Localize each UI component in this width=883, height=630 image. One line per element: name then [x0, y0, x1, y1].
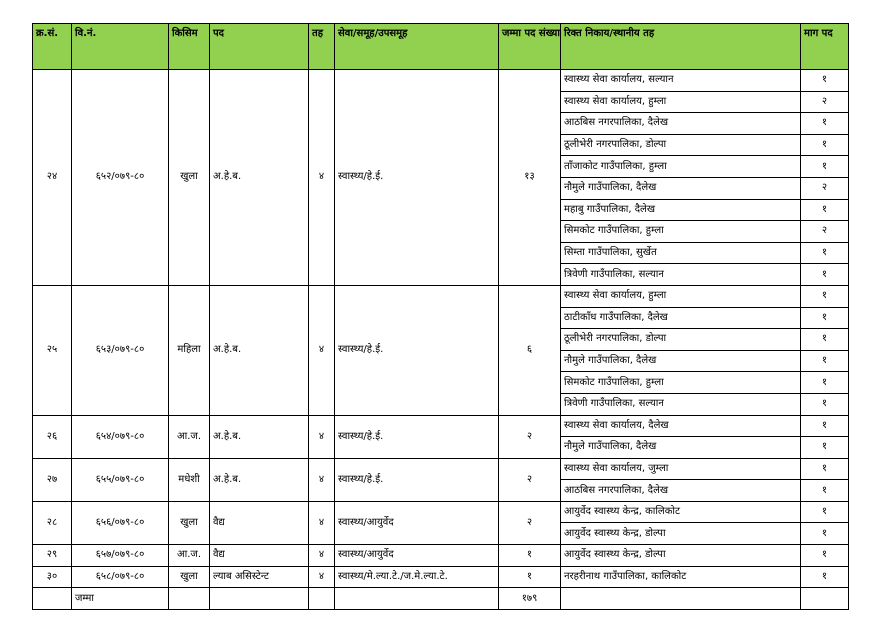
total-label: जम्मा	[72, 588, 169, 610]
total-posts: २	[499, 415, 561, 458]
post-name: वैद्य	[210, 501, 309, 544]
vacancy-type: आ.ज.	[169, 415, 210, 458]
grand-total: १७९	[499, 588, 561, 610]
advertisement-number: ६५७/०७९-८०	[72, 545, 169, 567]
total-posts: ६	[499, 285, 561, 415]
post-name: ल्याब असिस्टेन्ट	[210, 566, 309, 588]
vacant-office: सिमकोट गाउँपालिका, हुम्ला	[561, 221, 801, 243]
header-adv-no: वि.नं.	[72, 24, 169, 70]
header-sn: क्र.सं.	[33, 24, 72, 70]
demand-count: १	[801, 393, 849, 415]
vacant-office: ठूलीभेरी नगरपालिका, डोल्पा	[561, 134, 801, 156]
table-row	[33, 458, 849, 480]
vacant-office: नौमुले गाउँपालिका, दैलेख	[561, 350, 801, 372]
header-vacant-office: रिक्त निकाय/स्थानीय तह	[561, 24, 801, 70]
serial-number: ३०	[33, 566, 72, 588]
demand-count: २	[801, 91, 849, 113]
vacant-office: ठूलीभेरी नगरपालिका, डोल्पा	[561, 329, 801, 351]
total-row	[33, 588, 849, 610]
table-row	[33, 566, 849, 588]
vacant-office: आयुर्वेद स्वास्थ्य केन्द्र, कालिकोट	[561, 501, 801, 523]
table-row	[33, 70, 849, 92]
advertisement-number: ६५८/०७९-८०	[72, 566, 169, 588]
vacancy-type: खुला	[169, 501, 210, 544]
demand-count: २	[801, 221, 849, 243]
service-group: स्वास्थ्य/आयुर्वेद	[335, 501, 499, 544]
table-row	[33, 545, 849, 567]
vacant-office: स्वास्थ्य सेवा कार्यालय, हुम्ला	[561, 285, 801, 307]
serial-number: २७	[33, 458, 72, 501]
header-post: पद	[210, 24, 309, 70]
level: ४	[309, 285, 335, 415]
empty-cell	[210, 588, 309, 610]
vacant-office: त्रिवेणी गाउँपालिका, सल्यान	[561, 393, 801, 415]
service-group: स्वास्थ्य/हे.ई.	[335, 285, 499, 415]
vacant-office: स्वास्थ्य सेवा कार्यालय, सल्यान	[561, 70, 801, 92]
level: ४	[309, 458, 335, 501]
service-group: स्वास्थ्य/आयुर्वेद	[335, 545, 499, 567]
level: ४	[309, 70, 335, 286]
vacant-office: आयुर्वेद स्वास्थ्य केन्द्र, डोल्पा	[561, 523, 801, 545]
demand-count: १	[801, 264, 849, 286]
advertisement-number: ६५६/०७९-८०	[72, 501, 169, 544]
demand-count: १	[801, 566, 849, 588]
table-row	[33, 415, 849, 437]
header-level: तह	[309, 24, 335, 70]
vacancy-type: आ.ज.	[169, 545, 210, 567]
vacant-office: स्वास्थ्य सेवा कार्यालय, जुम्ला	[561, 458, 801, 480]
demand-count: १	[801, 113, 849, 135]
total-posts: २	[499, 458, 561, 501]
demand-count: १	[801, 501, 849, 523]
empty-cell	[335, 588, 499, 610]
serial-number: २५	[33, 285, 72, 415]
service-group: स्वास्थ्य/हे.ई.	[335, 458, 499, 501]
header-total-posts: जम्मा पद संख्या	[499, 24, 561, 70]
demand-count: १	[801, 437, 849, 459]
vacant-office: सिम्ता गाउँपालिका, सुर्खेत	[561, 242, 801, 264]
post-name: वैद्य	[210, 545, 309, 567]
vacant-office: ताँजाकोट गाउँपालिका, हुम्ला	[561, 156, 801, 178]
level: ४	[309, 415, 335, 458]
service-group: स्वास्थ्य/हे.ई.	[335, 70, 499, 286]
vacant-office: त्रिवेणी गाउँपालिका, सल्यान	[561, 264, 801, 286]
vacancy-type: खुला	[169, 70, 210, 286]
vacant-office: सिमकोट गाउँपालिका, हुम्ला	[561, 372, 801, 394]
total-posts: १३	[499, 70, 561, 286]
service-group: स्वास्थ्य/मे.ल्या.टे./ज.मे.ल्या.टे.	[335, 566, 499, 588]
demand-count: २	[801, 177, 849, 199]
vacancy-type: खुला	[169, 566, 210, 588]
vacant-office: आयुर्वेद स्वास्थ्य केन्द्र, डोल्पा	[561, 545, 801, 567]
empty-cell	[561, 588, 801, 610]
advertisement-number: ६५२/०७९-८०	[72, 70, 169, 286]
vacant-office: महाबु गाउँपालिका, दैलेख	[561, 199, 801, 221]
header-demand: माग पद	[801, 24, 849, 70]
demand-count: १	[801, 134, 849, 156]
demand-count: १	[801, 70, 849, 92]
header-row	[33, 24, 849, 70]
demand-count: १	[801, 415, 849, 437]
vacancy-type: महिला	[169, 285, 210, 415]
empty-cell	[309, 588, 335, 610]
serial-number: २६	[33, 415, 72, 458]
advertisement-number: ६५५/०७९-८०	[72, 458, 169, 501]
level: ४	[309, 566, 335, 588]
serial-number: २४	[33, 70, 72, 286]
vacant-office: नौमुले गाउँपालिका, दैलेख	[561, 437, 801, 459]
vacant-office: स्वास्थ्य सेवा कार्यालय, दैलेख	[561, 415, 801, 437]
vacant-office: स्वास्थ्य सेवा कार्यालय, हुम्ला	[561, 91, 801, 113]
demand-count: १	[801, 285, 849, 307]
demand-count: १	[801, 329, 849, 351]
vacancy-table	[32, 23, 849, 610]
demand-count: १	[801, 458, 849, 480]
demand-count: १	[801, 372, 849, 394]
demand-count: १	[801, 523, 849, 545]
total-posts: १	[499, 545, 561, 567]
total-posts: २	[499, 501, 561, 544]
demand-count: १	[801, 307, 849, 329]
post-name: अ.हे.ब.	[210, 285, 309, 415]
demand-count: १	[801, 242, 849, 264]
header-type: किसिम	[169, 24, 210, 70]
post-name: अ.हे.ब.	[210, 458, 309, 501]
vacant-office: नरहरीनाथ गाउँपालिका, कालिकोट	[561, 566, 801, 588]
advertisement-number: ६५३/०७९-८०	[72, 285, 169, 415]
vacant-office: आठबिस नगरपालिका, दैलेख	[561, 480, 801, 502]
vacant-office: नौमुले गाउँपालिका, दैलेख	[561, 177, 801, 199]
service-group: स्वास्थ्य/हे.ई.	[335, 415, 499, 458]
serial-number: २८	[33, 501, 72, 544]
demand-count: १	[801, 545, 849, 567]
header-service: सेवा/समूह/उपसमूह	[335, 24, 499, 70]
total-posts: १	[499, 566, 561, 588]
empty-cell	[33, 588, 72, 610]
vacant-office: ठाटीकाँध गाउँपालिका, दैलेख	[561, 307, 801, 329]
level: ४	[309, 501, 335, 544]
demand-count: १	[801, 199, 849, 221]
empty-cell	[801, 588, 849, 610]
demand-count: १	[801, 480, 849, 502]
post-name: अ.हे.ब.	[210, 70, 309, 286]
advertisement-number: ६५४/०७९-८०	[72, 415, 169, 458]
table-row	[33, 501, 849, 523]
vacancy-type: मधेशी	[169, 458, 210, 501]
empty-cell	[169, 588, 210, 610]
demand-count: १	[801, 156, 849, 178]
vacant-office: आठबिस नगरपालिका, दैलेख	[561, 113, 801, 135]
serial-number: २९	[33, 545, 72, 567]
level: ४	[309, 545, 335, 567]
demand-count: १	[801, 350, 849, 372]
post-name: अ.हे.ब.	[210, 415, 309, 458]
table-row	[33, 285, 849, 307]
